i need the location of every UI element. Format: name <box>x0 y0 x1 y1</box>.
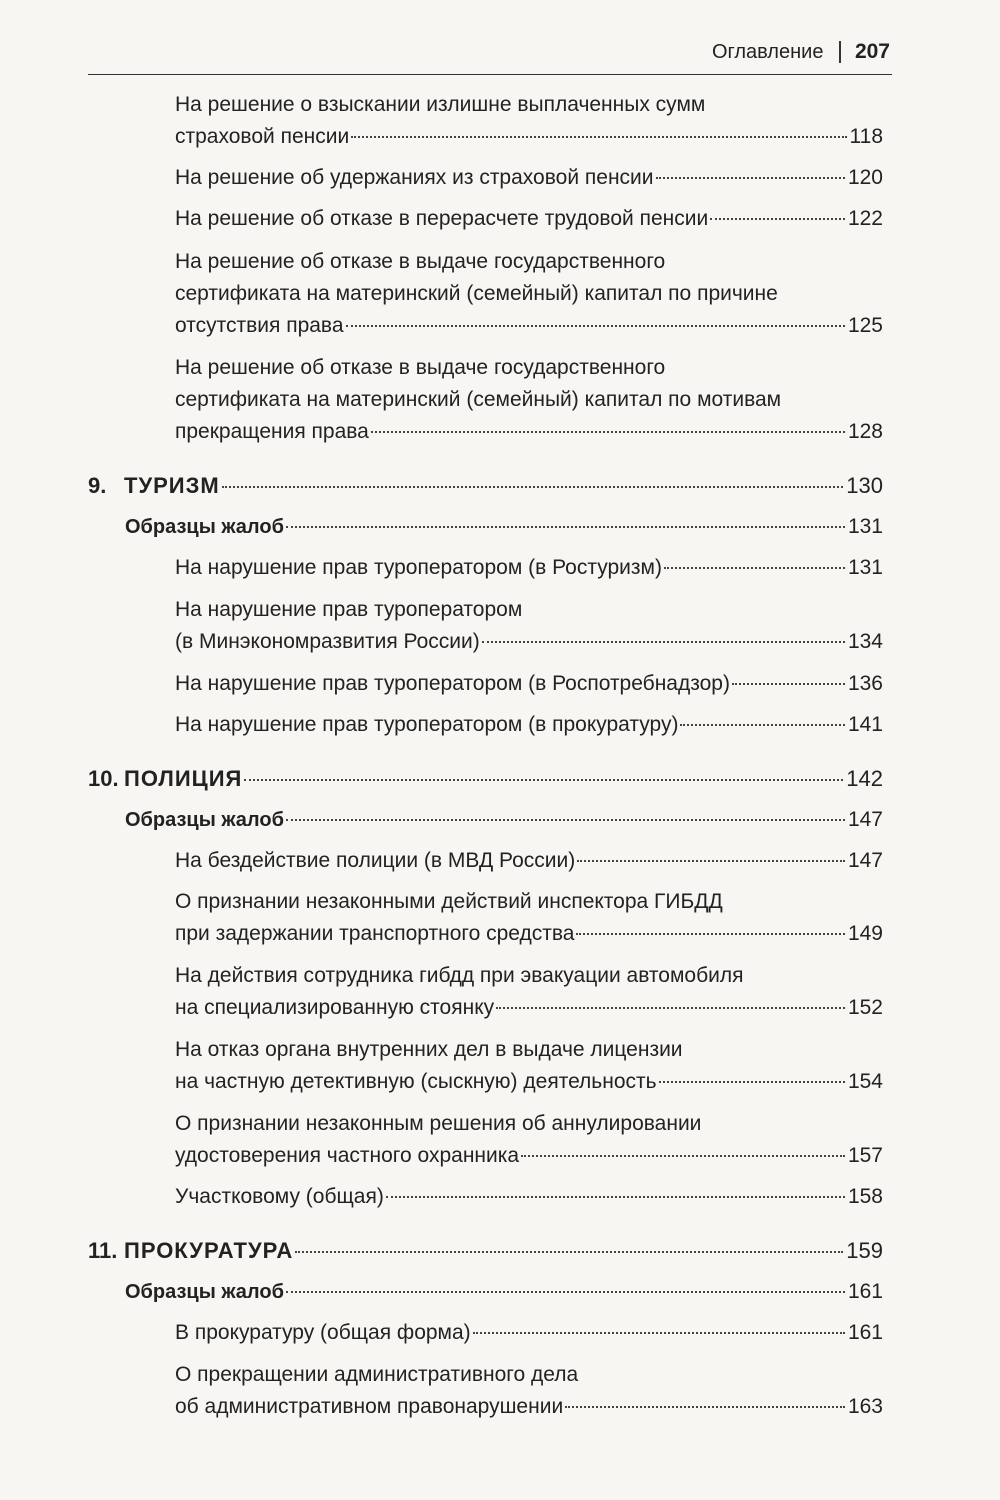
toc-chapter-entry <box>88 1235 883 1267</box>
entry-title-text: О признании незаконными действий инспектора ГИБДД <box>175 890 723 913</box>
toc-item-entry <box>175 352 883 448</box>
entry-title-text: страховой пенсии <box>175 125 350 148</box>
section-title: Образцы жалоб <box>125 809 284 831</box>
entry-page-number: 161 <box>847 1280 883 1303</box>
toc-entry-line <box>125 804 883 836</box>
running-head <box>712 40 890 64</box>
entry-title-text: На нарушение прав туроператором (в Роспотребнадзор) <box>175 672 730 695</box>
entry-title-text: прекращения права <box>175 420 369 443</box>
entry-title-text: отсутствия права <box>175 314 344 337</box>
toc-item-entry <box>175 1034 883 1098</box>
entry-title-text: (в Минэкономразвития России) <box>175 630 480 653</box>
entry-title-text: На решение об отказе в выдаче государственного <box>175 356 666 379</box>
toc-entry-line <box>175 992 883 1024</box>
toc-entry-line <box>175 709 883 741</box>
dot-leader <box>286 819 845 821</box>
toc-entry-line <box>175 121 883 153</box>
dot-leader <box>577 860 845 862</box>
chapter-title: ПРОКУРАТУРА <box>124 1238 294 1263</box>
toc-entry-line <box>175 162 883 194</box>
entry-page-number: 120 <box>847 166 883 189</box>
dot-leader <box>576 933 844 935</box>
running-head-separator <box>839 41 841 63</box>
entry-page-number: 134 <box>847 630 883 653</box>
toc-entry-line <box>175 416 883 448</box>
entry-page-number: 125 <box>847 314 883 337</box>
toc-entry-line <box>88 763 883 795</box>
chapter-number: 11. <box>88 1238 118 1263</box>
section-title: Образцы жалоб <box>125 516 284 538</box>
dot-leader <box>286 526 845 528</box>
toc-item-entry <box>175 886 883 950</box>
dot-leader <box>680 724 844 726</box>
dot-leader <box>473 1332 845 1334</box>
toc-entry-line <box>175 845 883 877</box>
entry-title-text: На решение об удержаниях из страховой пенсии <box>175 166 654 189</box>
chapter-title: ПОЛИЦИЯ <box>124 766 243 791</box>
toc-chapter-entry <box>88 763 883 795</box>
entry-title-text: на частную детективную (сыскную) деятельность <box>175 1070 657 1093</box>
dot-leader <box>371 431 845 433</box>
entry-page-number: 152 <box>847 996 883 1019</box>
dot-leader <box>565 1406 845 1408</box>
entry-page-number: 149 <box>847 922 883 945</box>
toc-section-entry <box>125 1276 883 1308</box>
dot-leader <box>386 1196 845 1198</box>
entry-title-text: На нарушение прав туроператором (в прокуратуру) <box>175 713 679 736</box>
dot-leader <box>295 1251 843 1253</box>
entry-title-text: сертификата на материнский (семейный) капитал по причине <box>175 282 778 305</box>
toc-item-entry <box>175 709 883 741</box>
dot-leader <box>244 779 843 781</box>
toc-item-entry <box>175 1359 883 1423</box>
toc-entry-line <box>175 918 883 950</box>
entry-title-text: На бездействие полиции (в МВД России) <box>175 849 576 872</box>
toc-entry-line <box>175 352 883 384</box>
toc-entry-line <box>175 278 883 310</box>
toc-entry-line <box>175 1181 883 1213</box>
toc-item-entry <box>175 1181 883 1213</box>
toc-entry-line <box>175 626 883 658</box>
dot-leader <box>521 1155 845 1157</box>
dot-leader <box>482 641 845 643</box>
toc-entry-line <box>88 470 883 502</box>
toc-entry-line <box>175 1108 883 1140</box>
chapter-number: 10. <box>88 766 119 791</box>
entry-title-text: На отказ органа внутренних дел в выдаче лицензии <box>175 1038 683 1061</box>
toc-item-entry <box>175 1108 883 1172</box>
toc-entry-line <box>125 511 883 543</box>
page-number: 207 <box>854 40 890 63</box>
entry-title-text: на специализированную стоянку <box>175 996 495 1019</box>
dot-leader <box>664 567 845 569</box>
toc-entry-line <box>175 668 883 700</box>
toc-item-entry <box>175 246 883 342</box>
toc-entry-line <box>175 1066 883 1098</box>
toc-entry-line <box>175 89 883 121</box>
entry-title-text: На решение о взыскании излишне выплаченных сумм <box>175 93 706 116</box>
dot-leader <box>659 1081 845 1083</box>
toc-entry-line <box>175 203 883 235</box>
entry-page-number: 136 <box>847 672 883 695</box>
entry-page-number: 118 <box>849 125 883 148</box>
dot-leader <box>732 683 845 685</box>
toc-entry-line <box>88 1235 883 1267</box>
entry-title-text: На нарушение прав туроператором <box>175 598 523 621</box>
entry-page-number: 158 <box>847 1185 883 1208</box>
entry-page-number: 147 <box>847 849 883 872</box>
dot-leader <box>222 486 844 488</box>
entry-title-text: О прекращении административного дела <box>175 1363 579 1386</box>
entry-title-text: На решение об отказе в перерасчете трудовой пенсии <box>175 207 709 230</box>
entry-page-number: 163 <box>847 1395 883 1418</box>
toc-entry-line <box>175 1140 883 1172</box>
toc-entry-line <box>175 960 883 992</box>
toc-entry-line <box>175 886 883 918</box>
toc-section-entry <box>125 511 883 543</box>
dot-leader <box>656 177 845 179</box>
page-header <box>88 40 892 75</box>
entry-title-text: В прокуратуру (общая форма) <box>175 1321 471 1344</box>
toc-entry-line <box>175 246 883 278</box>
entry-page-number: 130 <box>846 473 883 498</box>
entry-title-text: На действия сотрудника гибдд при эвакуации автомобиля <box>175 964 744 987</box>
entry-title-text: об административном правонарушении <box>175 1395 564 1418</box>
entry-title-text: удостоверения частного охранника <box>175 1144 520 1167</box>
toc-item-entry <box>175 668 883 700</box>
entry-page-number: 131 <box>847 556 883 579</box>
toc-entry-line <box>125 1276 883 1308</box>
entry-title-text: при задержании транспортного средства <box>175 922 575 945</box>
chapter-number: 9. <box>88 473 107 498</box>
entry-page-number: 128 <box>847 420 883 443</box>
entry-page-number: 157 <box>847 1144 883 1167</box>
dot-leader <box>710 218 845 220</box>
entry-page-number: 159 <box>846 1238 883 1263</box>
entry-title-text: На нарушение прав туроператором (в Ростуризм) <box>175 556 662 579</box>
entry-title-text: О признании незаконным решения об аннулировании <box>175 1112 702 1135</box>
toc-entry-line <box>175 1317 883 1349</box>
entry-page-number: 141 <box>847 713 883 736</box>
toc-item-entry <box>175 845 883 877</box>
toc-entry-line <box>175 552 883 584</box>
toc-item-entry <box>175 960 883 1024</box>
entry-page-number: 154 <box>847 1070 883 1093</box>
toc-entry-line <box>175 1391 883 1423</box>
toc-item-entry <box>175 594 883 658</box>
dot-leader <box>346 325 845 327</box>
toc-entry-line <box>175 1359 883 1391</box>
toc-item-entry <box>175 162 883 194</box>
entry-title-text: Участковому (общая) <box>175 1185 384 1208</box>
entry-page-number: 147 <box>847 808 883 831</box>
entry-page-number: 131 <box>847 515 883 538</box>
toc-chapter-entry <box>88 470 883 502</box>
toc-item-entry <box>175 89 883 153</box>
toc-item-entry <box>175 1317 883 1349</box>
toc-entry-line <box>175 594 883 626</box>
entry-title-text: На решение об отказе в выдаче государственного <box>175 250 666 273</box>
section-title: Образцы жалоб <box>125 1281 284 1303</box>
toc-entry-line <box>175 310 883 342</box>
running-head-title: Оглавление <box>711 40 824 63</box>
dot-leader <box>286 1291 845 1293</box>
toc-entry-line <box>175 1034 883 1066</box>
dot-leader <box>351 136 846 138</box>
toc-section-entry <box>125 804 883 836</box>
toc-item-entry <box>175 552 883 584</box>
chapter-title: ТУРИЗМ <box>124 473 220 498</box>
toc-entry-line <box>175 384 883 416</box>
entry-page-number: 142 <box>846 766 883 791</box>
entry-page-number: 161 <box>847 1321 883 1344</box>
toc-item-entry <box>175 203 883 235</box>
entry-title-text: сертификата на материнский (семейный) капитал по мотивам <box>175 388 782 411</box>
dot-leader <box>496 1007 845 1009</box>
entry-page-number: 122 <box>847 207 883 230</box>
